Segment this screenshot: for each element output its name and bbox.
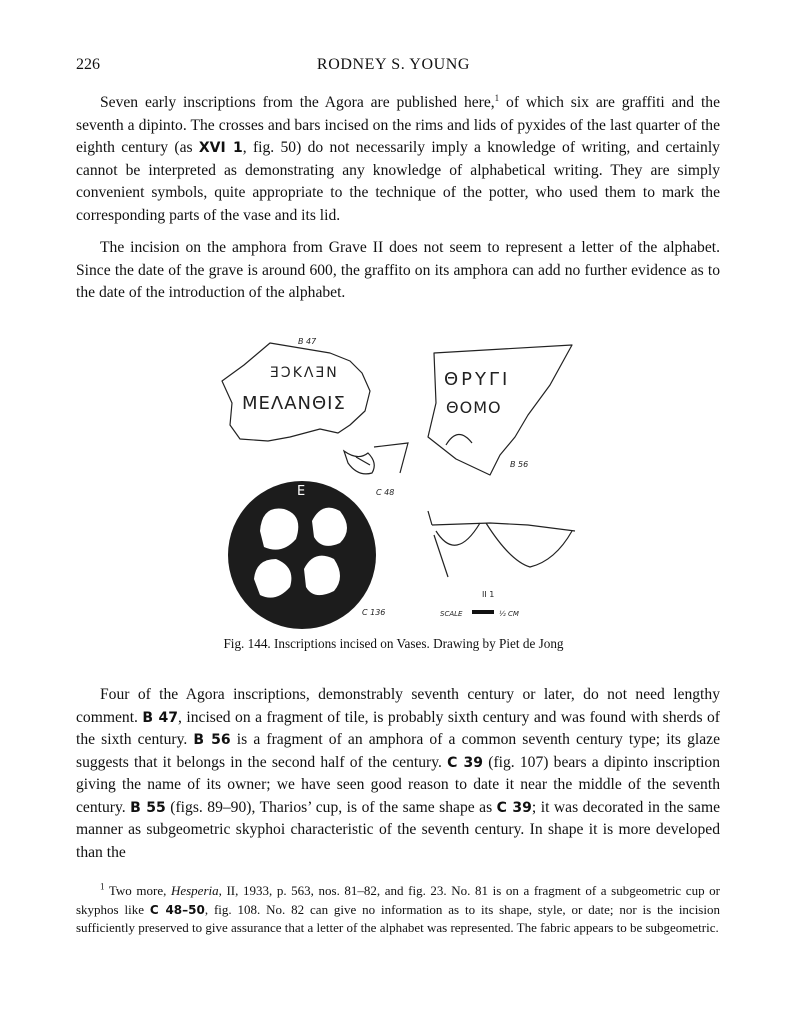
text-run: , fig. 108. No. 82 can give no information as to its shape, style, or date; nor is the incision sufficiently preserved to give assurance that a letter of the alphabet was represented. The fabric appears to be subgeometric. <box>76 901 720 936</box>
scale-unit: ½ CM <box>499 610 519 618</box>
body-text-bottom <box>76 684 720 864</box>
catalog-ref: C 39 <box>447 754 484 771</box>
inscription-b47-line2: ΜΕΛΑΝΘΙΣ <box>242 393 346 414</box>
mark-c136: E <box>297 484 306 499</box>
text-run: ; it was decorated in the same manner as subgeometric skyphoi characteristic of the seventh century. In shape it is more developed than the <box>76 798 721 861</box>
fragment-grave-ii <box>428 511 575 577</box>
text-run: is a fragment of an amphora of a common seventh century type; its glaze suggests that it belongs in the second half of the century. <box>76 731 720 771</box>
footnote-marker: 1 <box>100 881 105 892</box>
inscription-b56-line2: ΘΟΜΟ <box>446 398 502 417</box>
paragraph <box>76 92 720 227</box>
running-head: RODNEY S. YOUNG <box>316 56 471 73</box>
figure-ref: XVI 1 <box>198 140 243 156</box>
footnote <box>76 882 720 938</box>
page-number: 226 <box>76 56 100 73</box>
catalog-ref: C 48–50 <box>149 902 205 917</box>
fragment-c136 <box>228 481 376 629</box>
journal-name: Hesperia <box>170 883 219 898</box>
catalog-ref: B 56 <box>193 732 231 748</box>
text-run: (fig. 107) bears a dipinto inscription giving the name of its owner; we have seen good reason to date it near the middle of the seventh century. <box>76 753 720 816</box>
catalog-ref: B 55 <box>130 799 166 816</box>
text-run: (figs. 89–90), Tharios’ cup, is of the same shape as <box>165 798 497 816</box>
fragment-b47 <box>222 343 370 441</box>
label-c136: C 136 <box>362 608 386 617</box>
text-run: of which six are graffiti and the seventh a dipinto. The crosses and bars incised on the rims and lids of pyxides of the last quarter of the eighth century (as <box>76 94 720 156</box>
label-b47: B 47 <box>298 337 317 346</box>
label-grave-ii: II 1 <box>482 590 495 599</box>
figure-caption: Fig. 144. Inscriptions incised on Vases. Drawing by Piet de Jong <box>223 636 564 651</box>
text-run: , incised on a fragment of tile, is probably sixth century and was found with sherds of the sixth century. <box>76 708 720 748</box>
footnote-ref[interactable]: 1 <box>494 92 500 103</box>
text-run: Seven early inscriptions from the Agora are published here, <box>100 94 495 111</box>
footnote-text <box>76 882 720 938</box>
catalog-ref: C 39 <box>496 799 532 816</box>
label-c48: C 48 <box>376 488 395 497</box>
inscription-b56-line1: ΘΡΥΓΙ <box>444 369 511 390</box>
paragraph <box>76 684 720 864</box>
paragraph: The incision on the amphora from Grave II does not seem to represent a letter of the alphabet. Since the date of the grave is around 600, the graffito on its amphora can add no further evidence as to the date of the introduction of the alphabet. <box>76 239 720 301</box>
scale-label: SCALE <box>440 610 463 618</box>
label-b56: B 56 <box>510 460 529 469</box>
inscription-b47-line1: ƎƆΚΛƎΝ <box>270 365 339 381</box>
text-run: Four of the Agora inscriptions, demonstrably seventh century or later, do not need lengthy comment. <box>76 686 720 726</box>
scale-bar <box>472 610 494 614</box>
body-text-top <box>76 92 720 305</box>
fragment-c48 <box>344 443 408 474</box>
figure-inscriptions <box>210 325 590 630</box>
text-run: , fig. 50) do not necessarily imply a knowledge of writing, and certainly cannot be interpreted as demonstrating any knowledge of alphabetical writing. They are simply convenient symbols, quite appropriate to the technique of the potter, who used them to mark the corresponding parts of the vase and its lid. <box>76 139 720 224</box>
text-run: Two more, <box>104 883 171 898</box>
catalog-ref: B 47 <box>142 709 179 726</box>
text-run: , II, 1933, p. 563, nos. 81–82, and fig. 23. No. 81 is on a fragment of a subgeometric cup or skyphos like <box>76 883 720 917</box>
